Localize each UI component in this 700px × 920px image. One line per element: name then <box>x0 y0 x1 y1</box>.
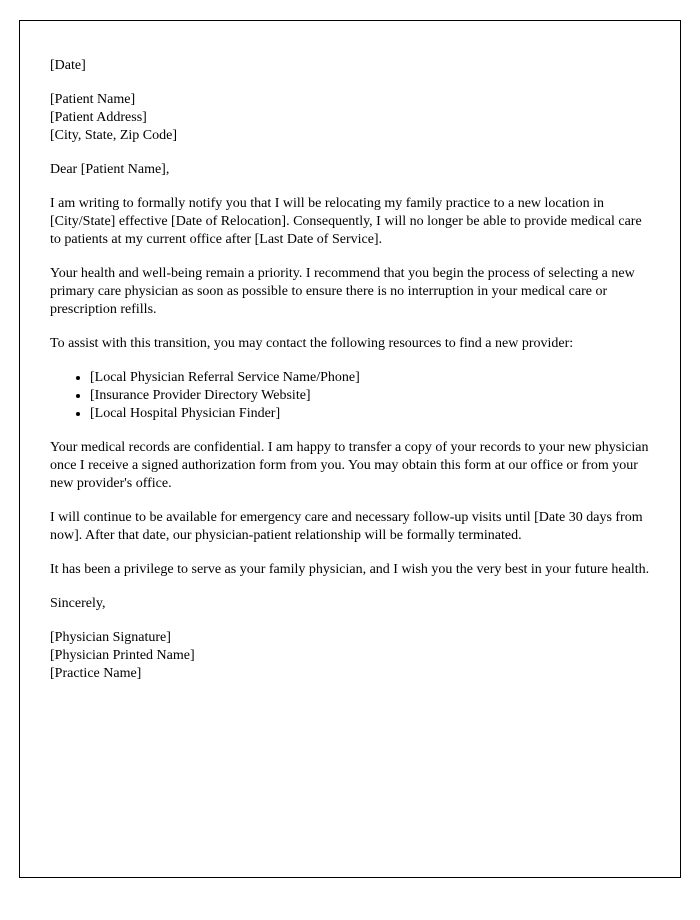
resource-list <box>50 369 650 423</box>
privilege-paragraph: It has been a privilege to serve as your family physician, and I wish you the very best in your future health. <box>50 562 650 577</box>
recipient-name-line: [Patient Name] <box>50 92 136 107</box>
intro-paragraph: I am writing to formally notify you that I will be relocating my family practice to a new location in [City/State] effective [Date of Relocation]. Consequently, I will no longer be able to provide medical care to patients at my current office after [Last Date of Service]. <box>50 196 642 247</box>
physician-printed-name-line: [Physician Printed Name] <box>50 648 195 663</box>
recipient-address-block <box>50 91 650 145</box>
date-placeholder: [Date] <box>50 58 86 73</box>
signoff: Sincerely, <box>50 596 106 611</box>
salutation: Dear [Patient Name], <box>50 162 170 177</box>
resource-item-insurance-directory: • [Insurance Provider Directory Website] <box>90 387 650 405</box>
transition-paragraph: To assist with this transition, you may contact the following resources to find a new provider: <box>50 336 574 351</box>
emergency-paragraph: I will continue to be available for emergency care and necessary follow-up visits until [Date 30 days from now]. After that date, our physician-patient relationship will be formally terminated. <box>50 510 643 543</box>
records-paragraph: Your medical records are confidential. I am happy to transfer a copy of your records to your new physician once I receive a signed authorization form from you. You may obtain this form at our office or from your new provider's office. <box>50 440 649 491</box>
resource-item-hospital-finder: • [Local Hospital Physician Finder] <box>90 405 650 423</box>
physician-signature-line: [Physician Signature] <box>50 630 171 645</box>
letter-page <box>19 20 681 878</box>
recipient-city-state-zip-line: [City, State, Zip Code] <box>50 128 178 143</box>
recipient-address-line: [Patient Address] <box>50 110 147 125</box>
practice-name-line: [Practice Name] <box>50 666 142 681</box>
resource-item-referral-service: • [Local Physician Referral Service Name/Phone] <box>90 369 650 387</box>
signature-block <box>50 629 650 683</box>
health-paragraph: Your health and well-being remain a priority. I recommend that you begin the process of selecting a new primary care physician as soon as possible to ensure there is no interruption in your medical care or prescription refills. <box>50 266 635 317</box>
